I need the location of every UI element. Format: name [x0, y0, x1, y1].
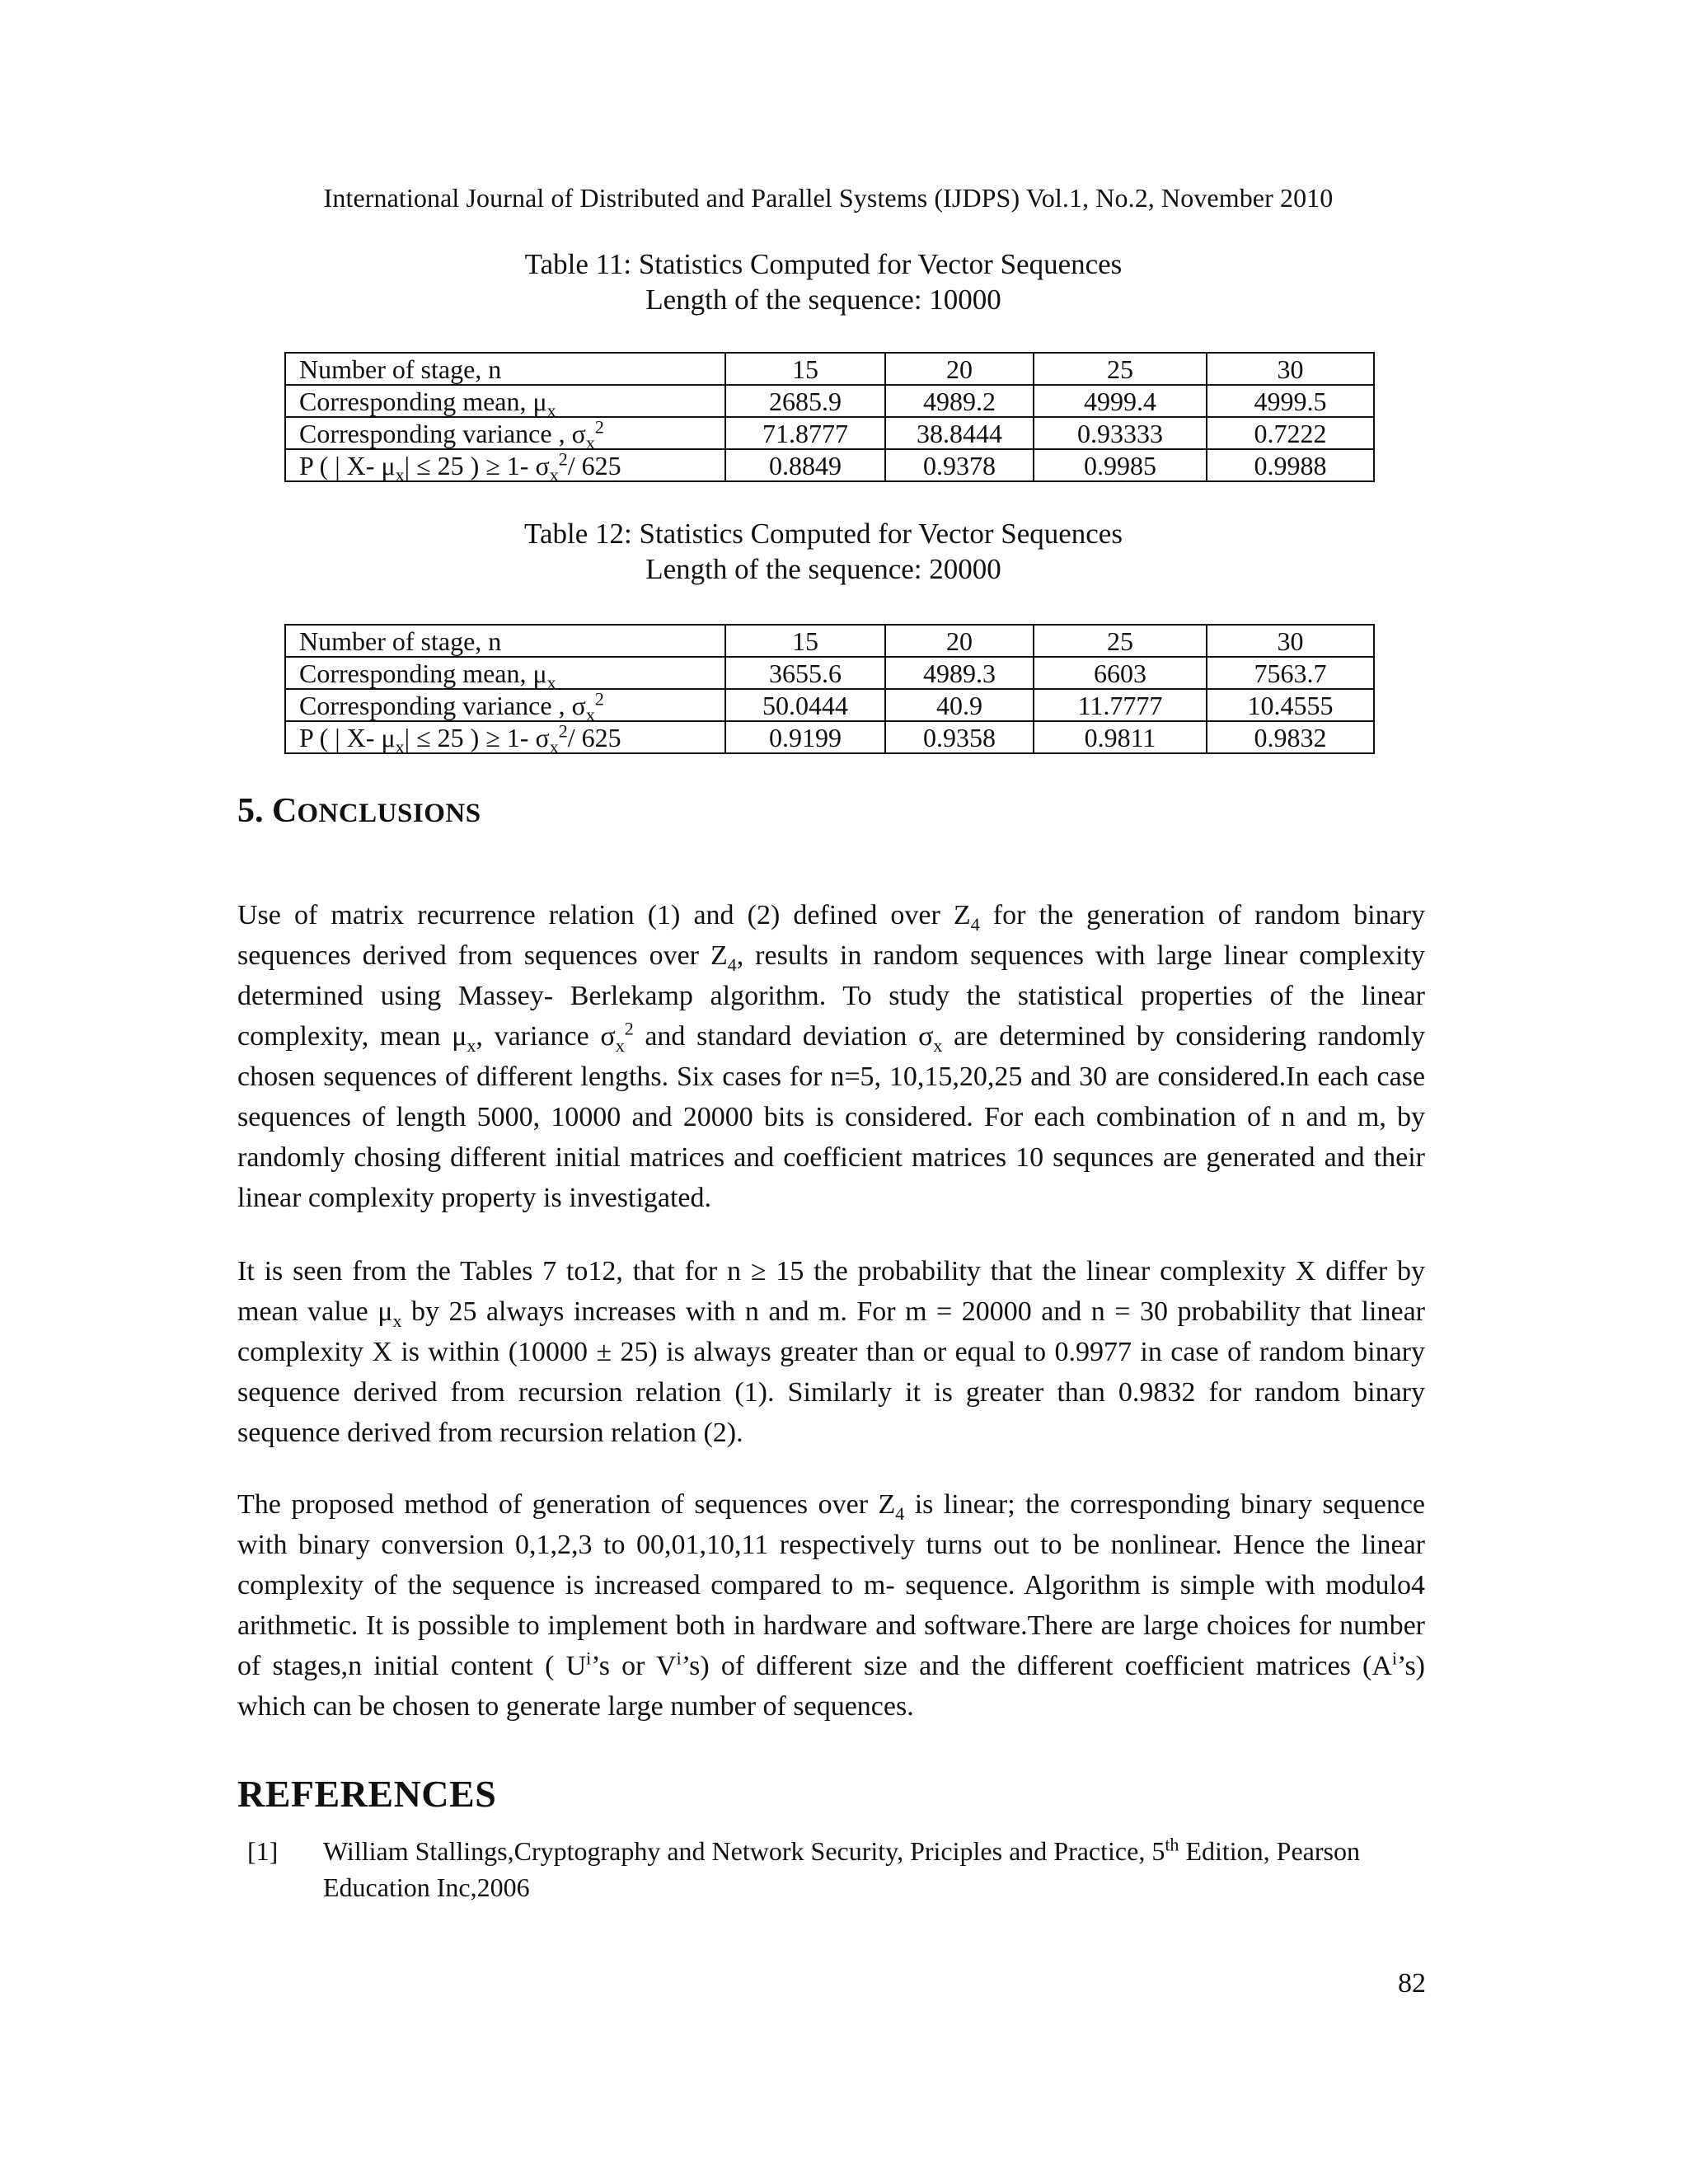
- table-cell: 0.93333: [1034, 417, 1207, 449]
- table-cell: 6603: [1034, 657, 1207, 689]
- conclusions-paragraph-2: It is seen from the Tables 7 to12, that for n ≥ 15 the probability that the linear complexity X differ by mean value $\mu_x$ by 25 always increases with n and m. For m = 20000 and n = 30 probability that linear complexity X is within (10000 ± 25) is always greater than or equal to 0.9977 in case of random binary sequence derived from recursion relation (1). Similarly it is greater than 0.9832 for random binary sequence derived from recursion relation (2).: [237, 1256, 1426, 1448]
- table-cell: 4989.3: [885, 657, 1034, 689]
- table-cell: 15: [725, 625, 885, 657]
- table-row: [285, 625, 1374, 657]
- conclusions-paragraph-3: The proposed method of generation of sequences over $Z_4$ is linear; the corresponding binary sequence with binary conversion 0,1,2,3 to 00,01,10,11 respectively turns out to be nonlinear. Hence the linear complexity of the sequence is increased compared to m- sequence. Algorithm is simple with modulo4 arithmetic. It is possible to implement both in hardware and software.There are large choices for number of stages,n initial content ( $U^i’s$ or $V^i’s$) of different size and the different coefficient matrices $(A^i’s)$ which can be chosen to generate large number of sequences.: [237, 1489, 1425, 1722]
- table-cell: 4989.2: [885, 385, 1034, 417]
- row-label-mean: Corresponding mean, $\mu_x$: [285, 385, 725, 417]
- table-row: [285, 417, 1374, 449]
- running-header: International Journal of Distributed and Parallel Systems (IJDPS) Vol.1, No.2, November 2010: [323, 183, 1334, 213]
- table-cell: 0.9811: [1034, 721, 1207, 753]
- table-11-caption-length: Length of the sequence: 10000: [645, 284, 1001, 316]
- table-row: [285, 385, 1374, 417]
- table-row: [285, 721, 1374, 753]
- page-number: 82: [1398, 1968, 1426, 1999]
- conclusions-paragraph-1: Use of matrix recurrence relation (1) and (2) defined over $Z_4$ for the generation of random binary sequences derived from sequences over $Z_4$, results in random sequences with large linear complexity determined using Massey- Berlekamp algorithm. To study the statistical properties of the linear complexity, mean $\mu_x$, variance $\sigma_x^2$ and standard deviation $\sigma_x$ are determined by considering randomly chosen sequences of different lengths. Six cases for n=5, 10,15,20,25 and 30 are considered.In each case sequences of length 5000, 10000 and 20000 bits is considered. For each combination of n and m, by randomly chosing different initial matrices and coefficient matrices 10 sequnces are generated and their linear complexity property is investigated.: [237, 900, 1426, 1213]
- table-row: [285, 353, 1374, 385]
- table-12: [284, 624, 1375, 757]
- reference-item: [247, 1833, 1418, 1905]
- table-cell: 0.9985: [1034, 449, 1207, 481]
- row-label-probability: P ( | X- $\mu_x| \le 25$ ) ≥ 1- $\sigma_x^2/$ 625: [285, 721, 725, 753]
- reference-text: William Stallings,Cryptography and Network Security, Priciples and Practice, 5th Edition, Pearson Education Inc,2006: [323, 1834, 1360, 1902]
- table-cell: 38.8444: [885, 417, 1034, 449]
- table-cell: 10.4555: [1207, 689, 1374, 721]
- table-cell: 71.8777: [725, 417, 885, 449]
- references-heading: REFERENCES: [237, 1773, 497, 1815]
- table-cell: 25: [1034, 353, 1207, 385]
- table-cell: 11.7777: [1034, 689, 1207, 721]
- table-cell: 4999.4: [1034, 385, 1207, 417]
- table-row: [285, 449, 1374, 481]
- table-cell: 0.9988: [1207, 449, 1374, 481]
- row-label-stage: Number of stage, n: [285, 625, 725, 657]
- table-cell: 0.8849: [725, 449, 885, 481]
- table-row: [285, 689, 1374, 721]
- table-cell: 3655.6: [725, 657, 885, 689]
- table-row: [285, 657, 1374, 689]
- table-cell: 0.7222: [1207, 417, 1374, 449]
- row-label-mean: Corresponding mean, $\mu_x$: [285, 657, 725, 689]
- table-11: [284, 352, 1375, 485]
- table-cell: 15: [725, 353, 885, 385]
- table-cell: 20: [885, 353, 1034, 385]
- table-12-caption: [0, 516, 1647, 587]
- row-label-stage: Number of stage, n: [285, 353, 725, 385]
- table-cell: 7563.7: [1207, 657, 1374, 689]
- row-label-probability: P ( | X- $\mu_x| \le 25$ ) ≥ 1- $\sigma_x^2/$ 625: [285, 449, 725, 481]
- table-cell: 4999.5: [1207, 385, 1374, 417]
- reference-number: [1]: [247, 1836, 279, 1866]
- table-12-caption-length: Length of the sequence: 20000: [645, 553, 1001, 585]
- table-11-caption-title: Table 11: Statistics Computed for Vector Sequences: [524, 248, 1123, 280]
- table-cell: 50.0444: [725, 689, 885, 721]
- table-cell: 2685.9: [725, 385, 885, 417]
- table-11-caption: [0, 246, 1647, 317]
- table-cell: 0.9358: [885, 721, 1034, 753]
- table-cell: 20: [885, 625, 1034, 657]
- table-cell: 40.9: [885, 689, 1034, 721]
- table-cell: 30: [1207, 353, 1374, 385]
- table-cell: 25: [1034, 625, 1207, 657]
- table-12-caption-title: Table 12: Statistics Computed for Vector Sequences: [524, 518, 1123, 550]
- row-label-variance: Corresponding variance , $\sigma_x^2$: [285, 689, 725, 721]
- row-label-variance: Corresponding variance , $\sigma_x^2$: [285, 417, 725, 449]
- table-cell: 30: [1207, 625, 1374, 657]
- table-cell: 0.9832: [1207, 721, 1374, 753]
- table-cell: 0.9199: [725, 721, 885, 753]
- conclusions-heading: 5. CONCLUSIONS: [237, 792, 481, 830]
- table-cell: 0.9378: [885, 449, 1034, 481]
